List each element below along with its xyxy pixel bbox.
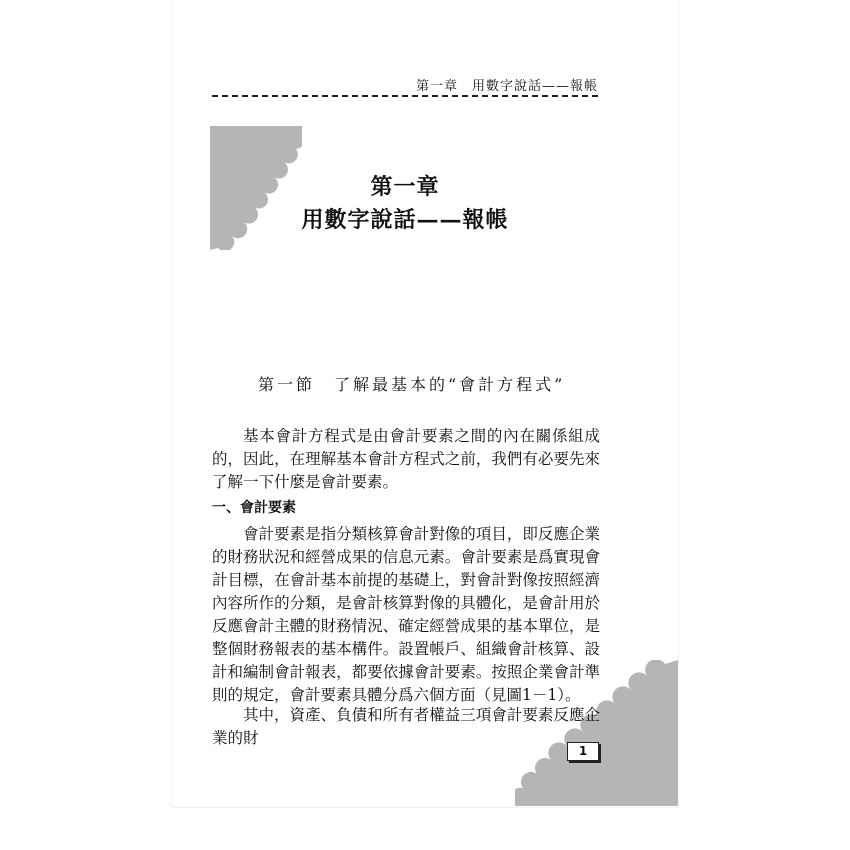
section-title: 第一節 了解最基本的“會計方程式”: [258, 375, 566, 394]
subheading-accounting-elements: 一、會計要素: [212, 500, 296, 516]
scalloped-corner-decoration-top: [210, 126, 302, 250]
running-head: 第一章 用數字說話——報帳: [415, 79, 598, 94]
header-rule: [212, 95, 598, 97]
chapter-title: 用數字說話——報帳: [301, 207, 509, 233]
paragraph-intro: 基本會計方程式是由會計要素之間的內在關係組成的，因此，在理解基本會計方程式之前，我們有必要先來了解一下什麼是會計要素。: [212, 427, 600, 491]
paragraph-last: 其中，資產、負債和所有者權益三項會計要素反應企業的財: [212, 706, 600, 747]
chapter-number: 第一章: [370, 174, 440, 200]
paragraph-elements: 會計要素是指分類核算會計對像的項目，即反應企業的財務狀況和經營成果的信息元素。會計要素是爲實現會計目標，在會計基本前提的基礎上，對會計對像按照經濟內容所作的分類，是會計核算對像的具體化，是會計用於反應會計主體的財務情況、確定經營成果的基本單位，是整個財務報表的基本構件。設置帳戶、組織會計核算、設計和編制會計報表，都要依據會計要素。按照企業會計準則的規定，會計要素具體分爲六個方面（見圖1－1）。: [212, 525, 600, 704]
page-number: 1: [567, 742, 599, 761]
